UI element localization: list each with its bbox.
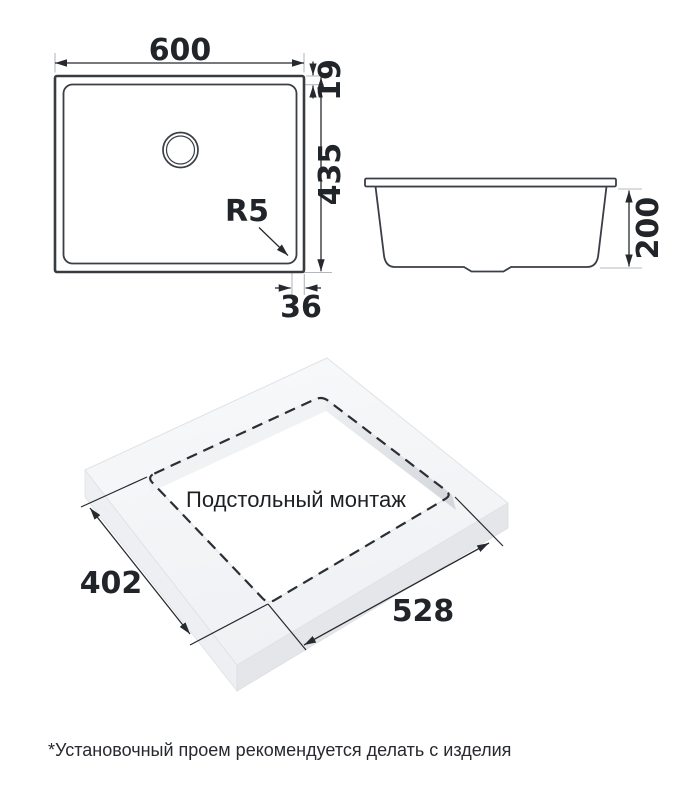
footnote-text: *Установочный проем рекомендуется делать с изделия xyxy=(48,740,512,760)
dim-cutout-depth-label: 402 xyxy=(79,566,143,601)
dim-height-label: 200 xyxy=(631,196,666,260)
dim-width-label: 600 xyxy=(148,33,212,68)
side-view xyxy=(365,179,666,272)
dim-rim-label: 19 xyxy=(313,59,348,101)
corner-radius-label: R5 xyxy=(225,194,269,229)
dim-cutout-width-label: 528 xyxy=(391,594,455,629)
dim-edge-offset-label: 36 xyxy=(280,290,322,325)
installation-view xyxy=(80,358,508,691)
installation-caption: Подстольный монтаж xyxy=(186,487,406,512)
top-view xyxy=(55,33,348,325)
sink-rim-profile xyxy=(365,179,616,187)
sink-bowl-edge xyxy=(64,85,297,264)
dim-depth-label: 435 xyxy=(313,142,348,206)
sink-bowl-profile xyxy=(376,187,607,272)
